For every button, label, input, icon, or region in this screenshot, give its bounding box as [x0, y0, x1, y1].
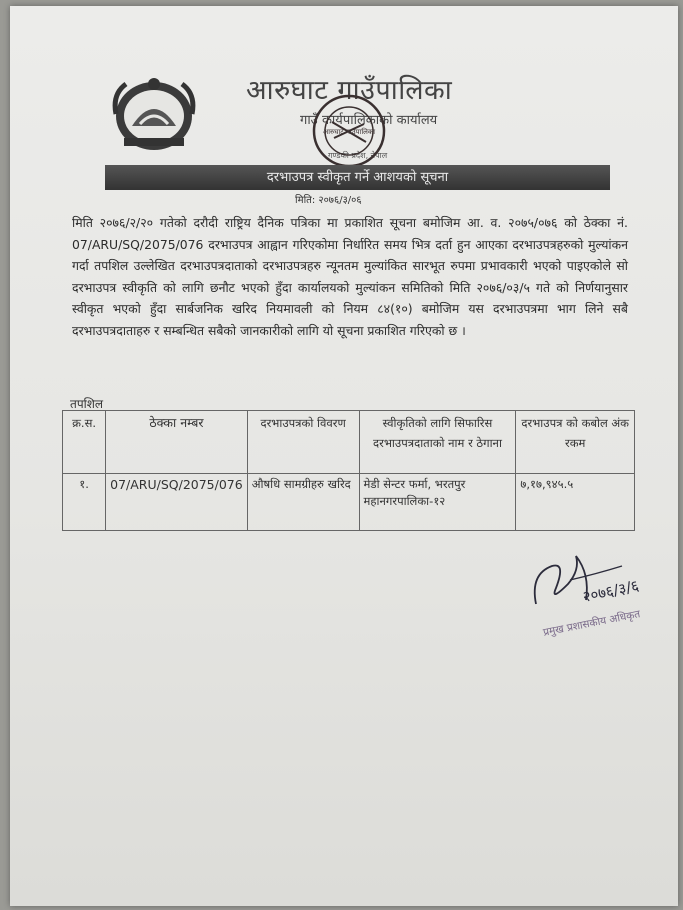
office-address: गण्डकी प्रदेश, नेपाल — [328, 151, 388, 160]
stamp-text: आरुघाट गाउँपालिका — [322, 128, 376, 136]
details-label: तपशिल — [70, 397, 104, 411]
cell-description: औषधि सामग्रीहरु खरिद — [247, 474, 359, 531]
header-contract-no: ठेक्का नम्बर — [106, 411, 248, 474]
details-table — [62, 410, 635, 531]
government-emblem-icon — [110, 74, 198, 154]
signature-date: २०७६/३/६ — [581, 576, 641, 606]
cell-bidder: मेडी सेन्टर फर्मा, भरतपुर महानगरपालिका-१२ — [359, 474, 516, 531]
signature-icon — [526, 544, 666, 624]
office-stamp-icon — [310, 92, 388, 170]
notice-body: मिति २०७६/२/२० गतेको दरौदी राष्ट्रिय दैनिक पत्रिका मा प्रकाशित सूचना बमोजिम आ. व. २०७५/०७६ को ठेक्का नं. 07/ARU/SQ/2075/076 दरभाउपत्र आह्वान गरिएकोमा निर्धारित समय भित्र दर्ता हुन आएका दरभाउपत्रहरुको मुल्यांकन गर्दा तपशिल उल्लेखित दरभाउपत्रदाताको दरभाउपत्रहरु न्यूनतम मुल्यांकित सारभूत रुपमा प्रभावकारी भएको पाइएकोले सो दरभाउपत्र स्वीकृति को लागि छनौट भएको हुँदा कार्यालयको मुल्यांकन समितिको मिति २०७६/०३/५ गते को निर्णयानुसार स्वीकृत भएको हुँदा सार्बजनिक खरिद नियमावली को नियम ८४(१०) बमोजिम यस दरभाउपत्रमा भाग लिने सबै दरभाउपत्रदाताहरु र सम्बन्धित सबैको जानकारीको लागि यो सूचना प्रकाशित गरिएको छ । — [72, 215, 628, 338]
cell-serial: १. — [63, 474, 106, 531]
cell-contract-no: 07/ARU/SQ/2075/076 — [106, 474, 248, 531]
header-amount: दरभाउपत्र को कबोल अंक रकम — [516, 411, 635, 474]
office-name: आरुघाट गाउँपालिका — [246, 75, 453, 106]
cell-amount: ७,१७,९४५.५ — [516, 474, 635, 531]
notice-title: दरभाउपत्र स्वीकृत गर्ने आशयको सूचना — [105, 165, 610, 190]
header-description: दरभाउपत्रको विवरण — [247, 411, 359, 474]
notice-paper — [10, 6, 678, 906]
notice-date: मिति: २०७६/३/०६ — [295, 195, 362, 206]
table-header-row — [63, 411, 635, 474]
office-subtitle: गाउँ कार्यपालिकाको कार्यालय — [300, 113, 438, 128]
table-row — [63, 474, 635, 531]
header-bidder: स्वीकृतिको लागि सिफारिस दरभाउपत्रदाताको नाम र ठेगाना — [359, 411, 516, 474]
signatory-title: प्रमुख प्रशासकीय अधिकृत — [542, 608, 642, 639]
header-serial: क्र.स. — [63, 411, 106, 474]
